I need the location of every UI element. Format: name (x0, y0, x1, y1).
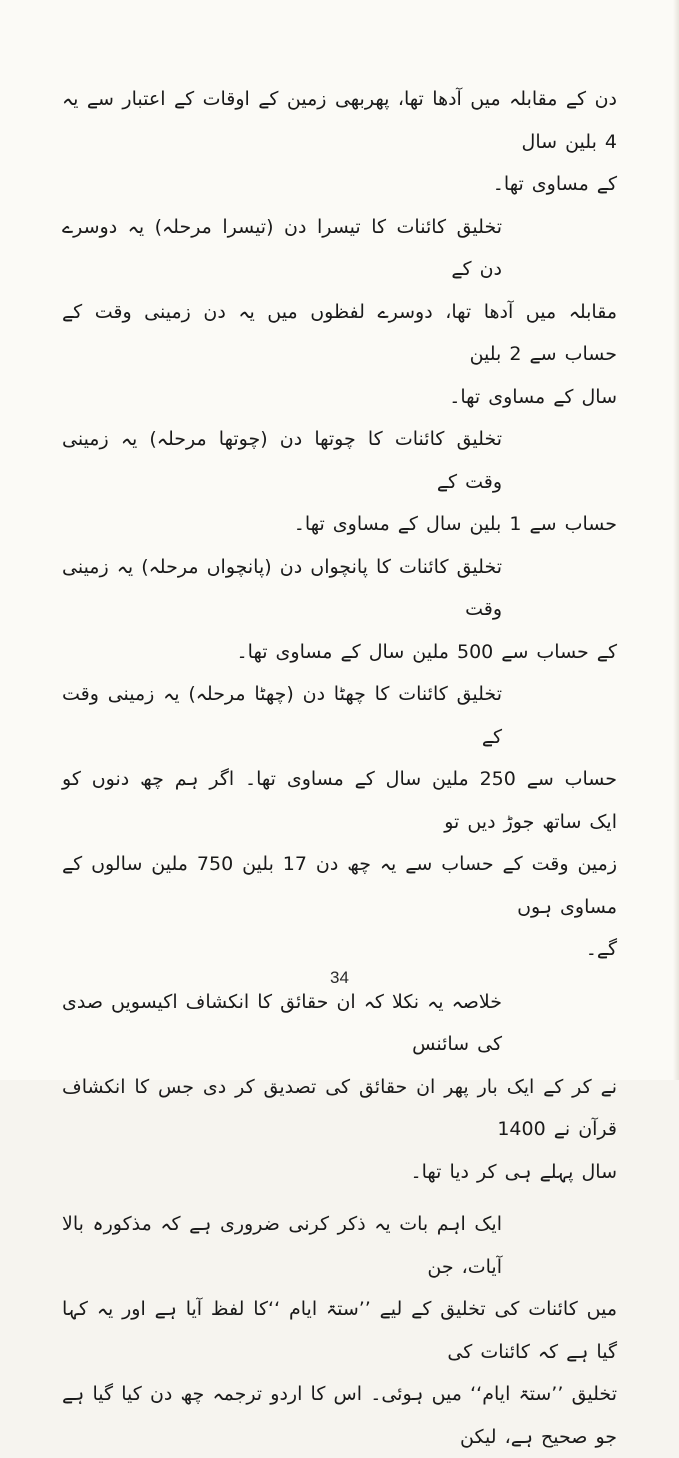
text-line: نے کر کے ایک بار پھر ان حقائق کی تصدیق کر دی جس کا انکشاف قرآن نے 1400 (62, 1075, 617, 1140)
text-line: زمین وقت کے حساب سے یہ چھ دن 17 بلین 750 ملین سالوں کے مساوی ہوں (62, 853, 618, 918)
text-line: مقابلہ میں آدھا تھا، دوسرے لفظوں میں یہ دن زمینی وقت کے حساب سے 2 بلین (62, 300, 617, 365)
text-line: حساب سے 250 ملین سال کے مساوی تھا۔ اگر ہم چھ دنوں کو ایک ساتھ جوڑ دیں تو (62, 768, 617, 833)
text-line: کے مساوی تھا۔ (492, 173, 617, 195)
page-number: 34 (330, 968, 349, 987)
text-line: تخلیق ’’ستۃ ایام‘‘ میں ہوئی۔ اس کا اردو ترجمہ چھ دن کیا گیا ہے جو صحیح ہے، لیکن (62, 1383, 617, 1448)
text-line: ایک اہم بات یہ ذکر کرنی ضروری ہے کہ مذکورہ بالا آیات، جن (62, 1213, 502, 1278)
text-line: تخلیق کائنات کا چوتھا دن (چوتھا مرحلہ) یہ زمینی وقت کے (62, 428, 502, 493)
text-line: تخلیق کائنات کا تیسرا دن (تیسرا مرحلہ) یہ دوسرے دن کے (62, 215, 502, 280)
text-line: میں کائنات کی تخلیق کے لیے ’’ستۃ ایام ‘‘کا لفظ آیا ہے اور یہ کہا گیا ہے کہ کائنات کی (62, 1298, 617, 1363)
text-line: تخلیق کائنات کا چھٹا دن (چھٹا مرحلہ) یہ زمینی وقت کے (62, 683, 502, 748)
text-line: کے حساب سے 500 ملین سال کے مساوی تھا۔ (236, 640, 617, 663)
text-line: سال پہلے ہی کر دیا تھا۔ (410, 1160, 617, 1183)
text-line: سال کے مساوی تھا۔ (449, 385, 617, 408)
text-line: تخلیق کائنات کا پانچواں دن (پانچواں مرحلہ) یہ زمینی وقت (62, 555, 502, 620)
text-line: خلاصہ یہ نکلا کہ ان حقائق کا انکشاف اکیسویں صدی کی سائنس (62, 990, 502, 1055)
page-body-text (62, 78, 617, 1458)
text-line: دن کے مقابلہ میں آدھا تھا، پھربھی زمین کے اوقات کے اعتبار سے یہ 4 بلین سال (62, 88, 617, 153)
text-line: گے۔ (585, 938, 617, 960)
page-edge-shadow (673, 0, 679, 1080)
text-line: حساب سے 1 بلین سال کے مساوی تھا۔ (293, 513, 617, 535)
